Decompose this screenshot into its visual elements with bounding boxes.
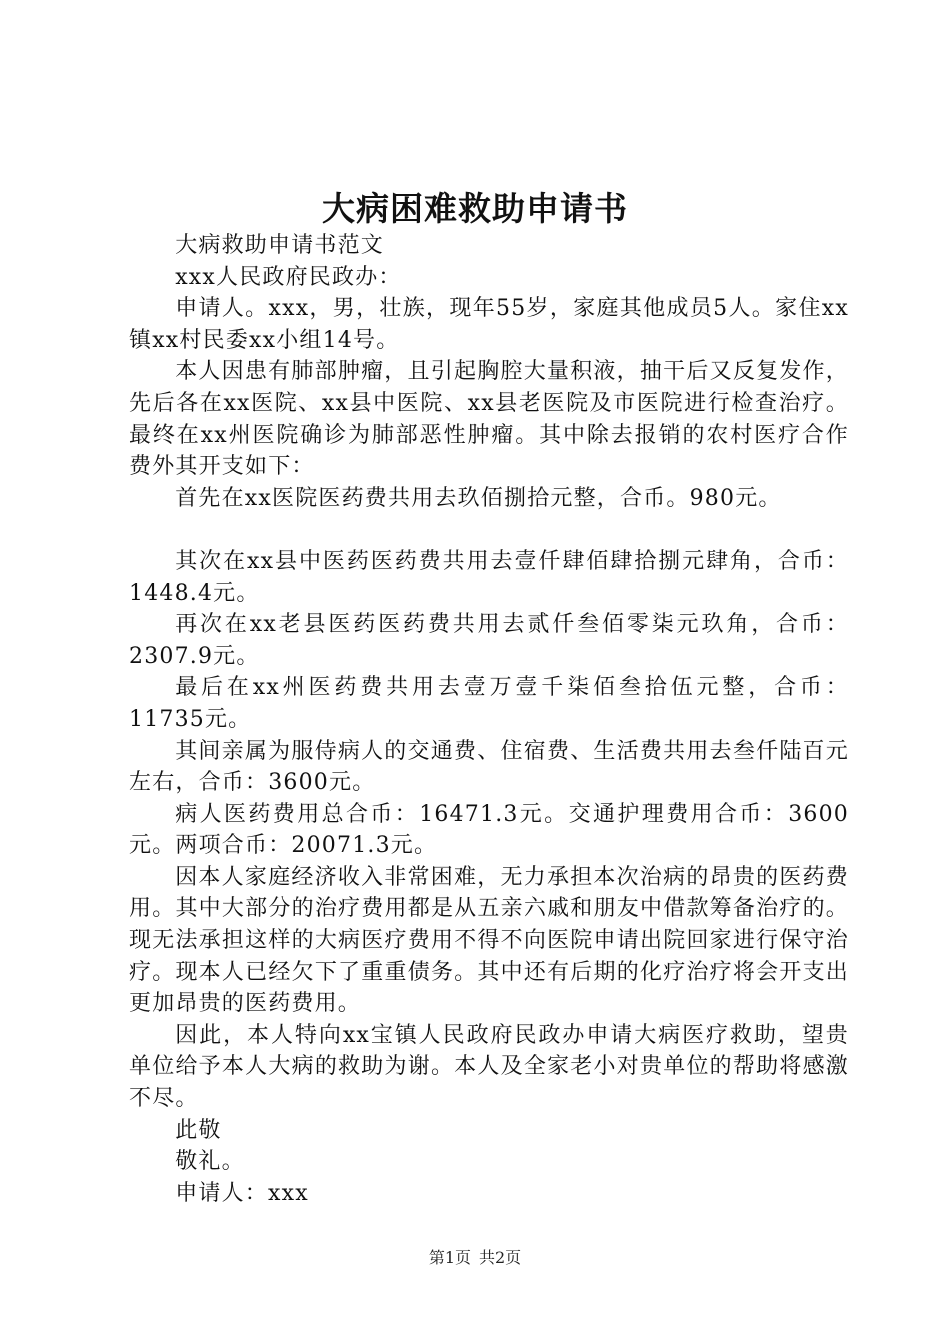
paragraph-illness: 本人因患有肺部肿瘤，且引起胸腔大量积液，抽干后又反复发作，先后各在xx医院、xx县中医院、xx县老医院及市医院进行检查治疗。最终在xx州医院确诊为肺部恶性肿瘤。其中除去报销的农村医疗合作费外其开支如下： — [129, 359, 849, 480]
page-number: 第1页 — [428, 1248, 471, 1267]
paragraph-expense-second: 其次在xx县中医药医药费共用去壹仟肆佰肆拾捌元肆角，合币：1448.4元。 — [129, 548, 849, 606]
paragraph-addressee: xxx人民政府民政办： — [175, 264, 402, 290]
page-footer — [0, 1245, 950, 1268]
paragraph-closing: 此敬 — [175, 1117, 222, 1143]
page-total: 共2页 — [479, 1248, 522, 1267]
document-title: 大病困难救助申请书 — [322, 189, 628, 228]
paragraph-salute: 敬礼。 — [175, 1149, 245, 1175]
paragraph-subtitle: 大病救助申请书范文 — [175, 233, 384, 258]
paragraph-signature: 申请人：xxx — [175, 1180, 309, 1206]
paragraph-expense-total: 病人医药费用总合币：16471.3元。交通护理费用合币：3600元。两项合币：20071.3元。 — [129, 801, 849, 859]
paragraph-request: 因此，本人特向xx宝镇人民政府民政办申请大病医疗救助，望贵单位给予本人大病的救助为谢。本人及全家老小对贵单位的帮助将感激不尽。 — [129, 1022, 849, 1112]
paragraph-expense-first: 首先在xx医院医药费共用去玖佰捌拾元整，合币。980元。 — [175, 485, 782, 511]
document-body — [129, 230, 849, 1209]
paragraph-expense-last: 最后在xx州医药费共用去壹万壹千柒佰叁拾伍元整，合币：11735元。 — [129, 675, 849, 732]
paragraph-hardship: 因本人家庭经济收入非常困难，无力承担本次治病的昂贵的医药费用。其中大部分的治疗费用都是从五亲六戚和朋友中借款筹备治疗的。现无法承担这样的大病医疗费用不得不向医院申请出院回家进行保守治疗。现本人已经欠下了重重债务。其中还有后期的化疗治疗将会开支出更加昂贵的医药费用。 — [129, 864, 849, 1017]
paragraph-expense-third: 再次在xx老县医药医药费共用去贰仟叁佰零柒元玖角，合币：2307.9元。 — [129, 612, 849, 669]
paragraph-expense-family: 其间亲属为服侍病人的交通费、住宿费、生活费共用去叁仟陆百元左右，合币：3600元。 — [129, 738, 849, 796]
paragraph-applicant-info: 申请人。xxx，男，壮族，现年55岁，家庭其他成员5人。家住xx镇xx村民委xx小组14号。 — [129, 296, 849, 353]
